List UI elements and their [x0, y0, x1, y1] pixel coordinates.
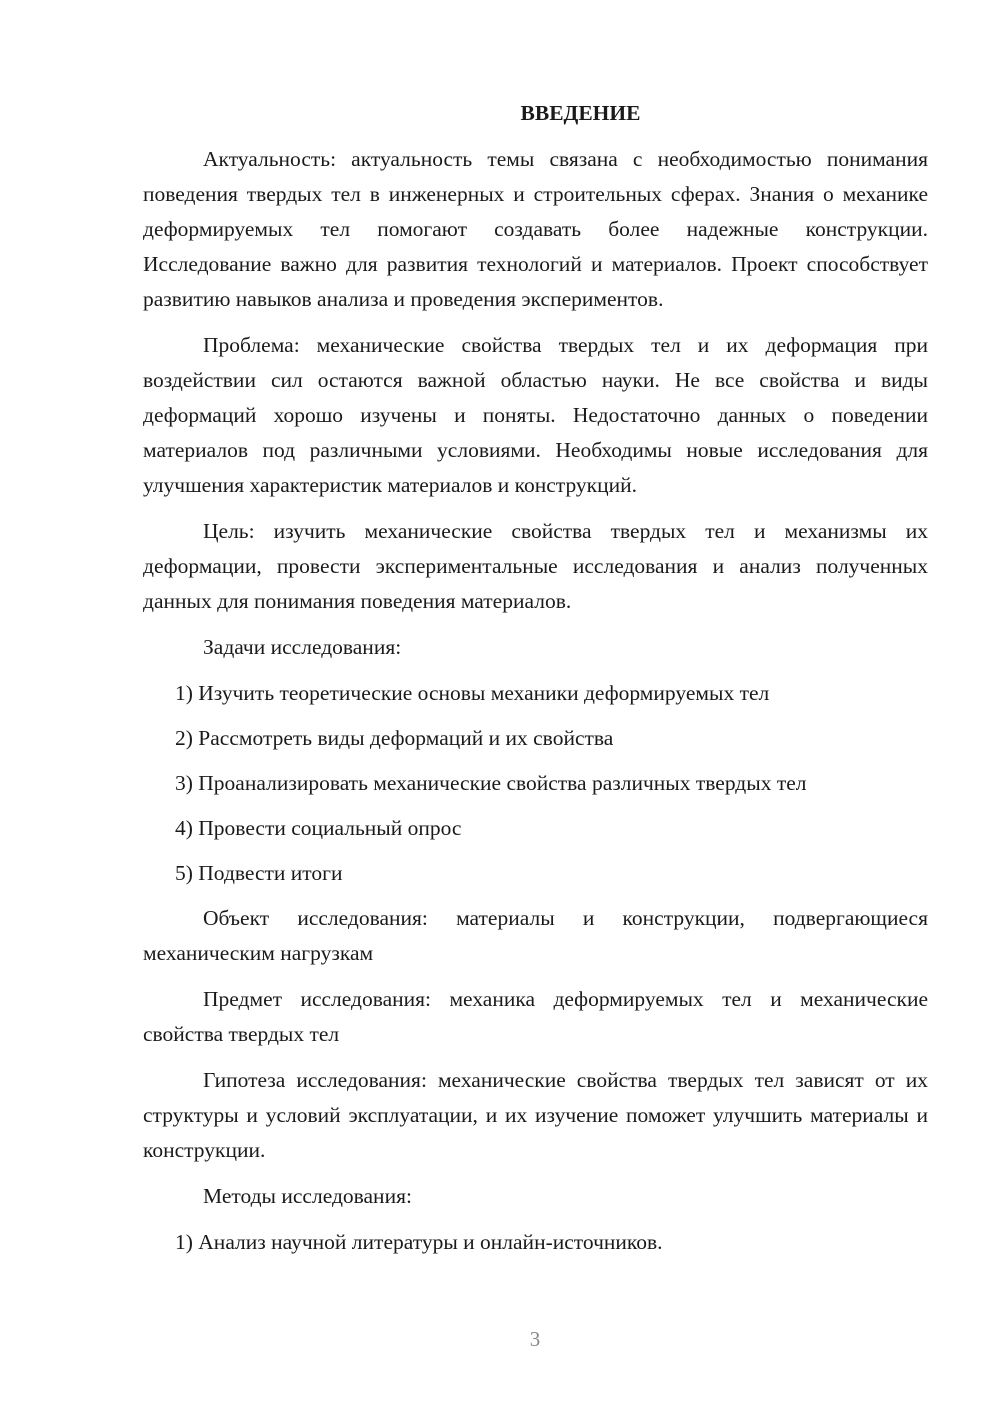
methods-title: Методы исследования:	[203, 1184, 412, 1208]
page-number: 3	[529, 1327, 541, 1351]
goal-paragraph: Цель: изучить механические свойства твердых тел и механизмы их деформации, провести экспериментальные исследования и анализ полученных данных для понимания поведения материалов.	[143, 519, 928, 613]
relevance-paragraph: Актуальность: актуальность темы связана с необходимостью понимания поведения твердых тел в инженерных и строительных сферах. Знания о механике деформируемых тел помогают создавать более надежные конструкции. Исследование важно для развития технологий и материалов. Проект способствует развитию навыков анализа и проведения экспериментов.	[143, 147, 928, 311]
problem-paragraph: Проблема: механические свойства твердых тел и их деформация при воздействии сил остаются важной областью науки. Не все свойства и виды деформаций хорошо изучены и поняты. Недостаточно данных о поведении материалов под различными условиями. Необходимы новые исследования для улучшения характеристик материалов и конструкций.	[143, 333, 928, 497]
task-item: 4) Провести социальный опрос	[175, 816, 462, 840]
task-item: 2) Рассмотреть виды деформаций и их свойства	[175, 726, 614, 750]
document-page	[143, 96, 928, 1270]
subject-paragraph: Предмет исследования: механика деформируемых тел и механические свойства твердых тел	[143, 987, 928, 1046]
hypothesis-paragraph: Гипотеза исследования: механические свойства твердых тел зависят от их структуры и условий эксплуатации, и их изучение поможет улучшить материалы и конструкции.	[143, 1068, 928, 1162]
task-item: 5) Подвести итоги	[175, 861, 343, 885]
object-paragraph: Объект исследования: материалы и конструкции, подвергающиеся механическим нагрузкам	[143, 906, 928, 965]
task-item: 1) Изучить теоретические основы механики деформируемых тел	[175, 681, 770, 705]
task-item: 3) Проанализировать механические свойства различных твердых тел	[175, 771, 807, 795]
method-item: 1) Анализ научной литературы и онлайн-источников.	[175, 1230, 663, 1254]
page-title: ВВЕДЕНИЕ	[520, 101, 641, 125]
tasks-title: Задачи исследования:	[203, 635, 402, 659]
